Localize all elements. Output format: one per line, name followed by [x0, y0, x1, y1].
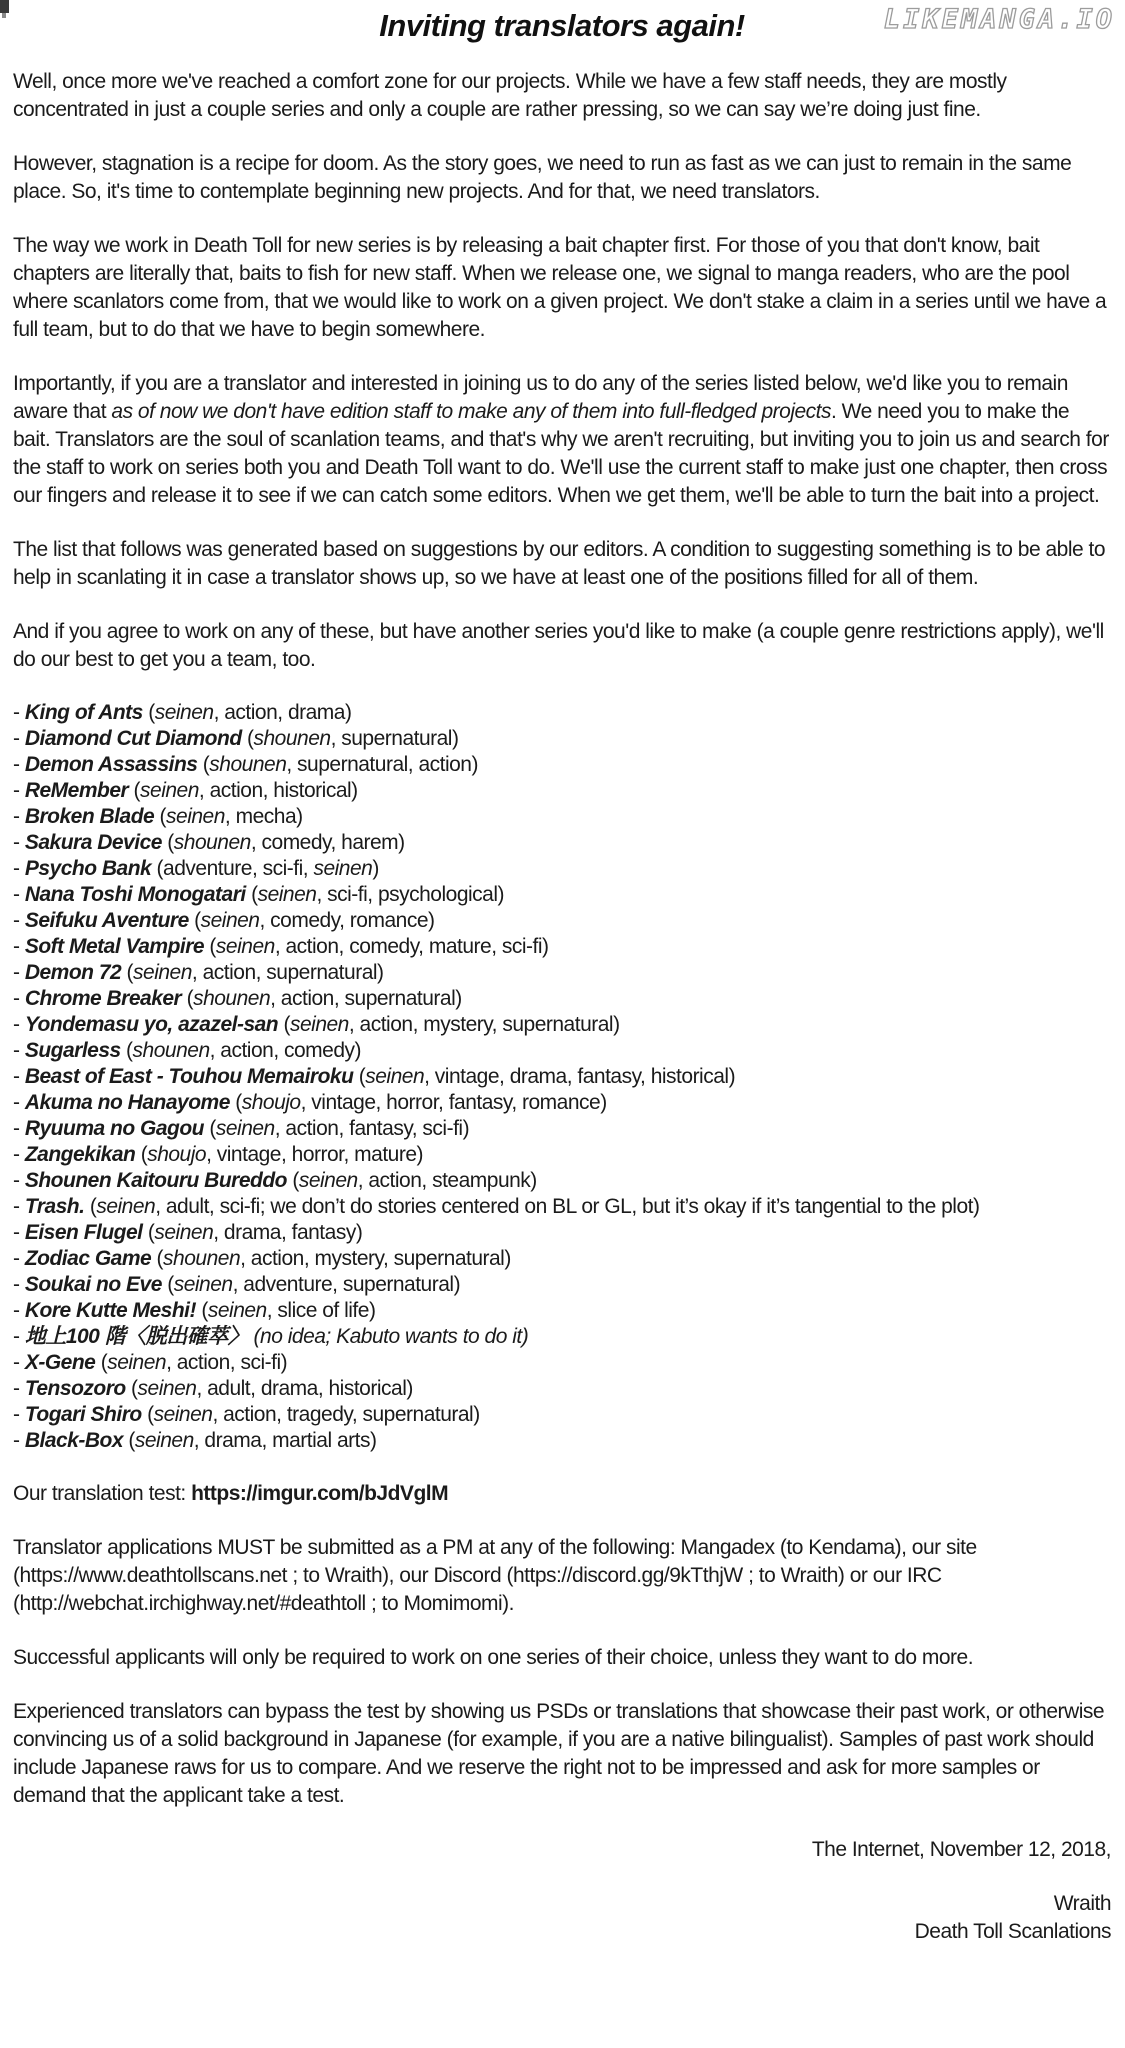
text-segment: , drama, martial arts) — [193, 1429, 377, 1452]
project-list-item — [13, 726, 1111, 752]
text-segment: - — [13, 779, 25, 802]
text-segment: The list that follows was generated based on suggestions by our editors. A condition to suggesting something is to be able to help in scanlating it in case a translator shows up, so we have at least one of the positions filled for all of them. — [13, 538, 1106, 589]
text-segment: seinen — [173, 1273, 233, 1296]
text-segment: However, stagnation is a recipe for doom. As the story goes, we need to run as fast as we can just to remain in the same place. So, it's time to contemplate beginning new projects. And for that, we need translators. — [13, 152, 1072, 203]
text-segment: - — [13, 909, 25, 932]
outro-paragraphs — [13, 1534, 1111, 1810]
project-list-item — [13, 960, 1111, 986]
project-item-text — [13, 1169, 537, 1192]
text-segment: Zodiac Game — [24, 1247, 152, 1270]
text-segment: The way we work in Death Toll for new series is by releasing a bait chapter first. For those of you that don't know, bait chapters are literally that, baits to fish for new staff. When we release one, we signal to manga readers, who are the pool where scanlators come from, that we would like to work on a given project. We don't stake a claim in a series until we have a full team, but to do that we have to begin somewhere. — [13, 234, 1107, 341]
text-segment: ( — [128, 779, 141, 802]
text-segment: Seifuku Aventure — [24, 909, 189, 932]
intro-paragraphs — [13, 68, 1111, 674]
project-list-item — [13, 882, 1111, 908]
text-segment: ( — [241, 727, 254, 750]
text-segment: ( — [142, 1221, 155, 1244]
text-segment: - — [13, 1169, 25, 1192]
text-segment: ( — [181, 987, 194, 1010]
project-item-text — [13, 753, 478, 776]
text-segment: Kore Kutte Meshi! — [24, 1299, 197, 1322]
text-segment: Demon Assassins — [24, 753, 198, 776]
paragraph-text — [13, 538, 1105, 589]
text-segment: shounen — [132, 1039, 210, 1062]
text-segment: - — [13, 1325, 25, 1348]
paragraph — [13, 370, 1111, 510]
text-segment: , adult, drama, historical) — [196, 1377, 413, 1400]
text-segment: Sakura Device — [24, 831, 162, 854]
text-segment: Chrome Breaker — [24, 987, 182, 1010]
text-segment: shounen — [193, 987, 271, 1010]
project-list-item — [13, 1298, 1111, 1324]
paragraph-text — [13, 1700, 1104, 1807]
project-item-text — [13, 883, 504, 906]
project-item-text — [13, 1091, 607, 1114]
text-segment: - — [13, 987, 25, 1010]
paragraph-text — [13, 1646, 973, 1669]
signoff-date: The Internet, November 12, 2018, — [811, 1838, 1111, 1861]
text-segment: seinen — [154, 701, 214, 724]
text-segment: Broken Blade — [24, 805, 155, 828]
text-segment: (no idea; Kabuto wants to do it) — [253, 1325, 529, 1348]
text-segment: Zangekikan — [24, 1143, 136, 1166]
translation-test-line — [13, 1480, 1111, 1508]
text-segment: - — [13, 1273, 25, 1296]
text-segment: Sugarless — [24, 1039, 121, 1062]
text-segment: ( — [123, 1429, 135, 1452]
text-segment: ( — [141, 1403, 154, 1426]
text-segment: , vintage, drama, fantasy, historical) — [424, 1065, 736, 1088]
text-segment: ReMember — [24, 779, 129, 802]
text-segment: shounen — [173, 831, 251, 854]
text-segment: shounen — [209, 753, 287, 776]
text-segment: , action, mystery, supernatural) — [240, 1247, 511, 1270]
text-segment: seinen — [134, 1429, 194, 1452]
site-watermark: LIKEMANGA.IO — [883, 4, 1115, 35]
text-segment: ( — [278, 1013, 290, 1036]
project-list-item — [13, 1376, 1111, 1402]
project-list-item — [13, 752, 1111, 778]
project-list-item — [13, 1116, 1111, 1142]
text-segment: seinen — [365, 1065, 425, 1088]
text-segment: - — [13, 805, 25, 828]
text-segment: , action, sci-fi) — [166, 1351, 288, 1374]
text-segment: , action, drama) — [213, 701, 352, 724]
project-list-item — [13, 1012, 1111, 1038]
text-segment: shounen — [163, 1247, 241, 1270]
project-item-text — [13, 1195, 979, 1218]
project-item-text — [13, 1325, 528, 1348]
project-list-item — [13, 1350, 1111, 1376]
project-item-text — [13, 1429, 376, 1452]
project-list-item — [13, 1064, 1111, 1090]
text-segment: Well, once more we've reached a comfort zone for our projects. While we have a few staff needs, they are mostly concentrated in just a couple series and only a couple are rather pressing, so we can say we’re doing just fine. — [13, 70, 1007, 121]
text-segment: - — [13, 1039, 25, 1062]
paragraph — [13, 618, 1111, 674]
text-segment: , drama, fantasy) — [213, 1221, 363, 1244]
text-segment: - — [13, 1013, 25, 1036]
text-segment: seinen — [313, 857, 373, 880]
text-segment: - — [13, 1091, 25, 1114]
text-segment: ( — [121, 961, 134, 984]
text-segment: Ryuuma no Gagou — [24, 1117, 205, 1140]
project-list-item — [13, 778, 1111, 804]
text-segment: Shounen Kaitouru Bureddo — [24, 1169, 287, 1192]
text-segment: , vintage, horror, fantasy, romance) — [300, 1091, 607, 1114]
text-segment: . We need you to make the bait. Translators are the soul of scanlation teams, and that's why we aren't recruiting, but inviting you to join us and search for the staff to work on series both you and Death Toll want to do. We'll use the current staff to make just one chapter, then cross our fingers and release it to see if we can catch some editors. When we get them, we'll be able to turn the bait into a project. — [13, 400, 1109, 507]
text-segment: - — [13, 1429, 25, 1452]
text-segment: seinen — [140, 779, 199, 802]
text-segment: Tensozoro — [24, 1377, 126, 1400]
project-list-item — [13, 1142, 1111, 1168]
text-segment: seinen — [137, 1377, 197, 1400]
text-segment: - — [13, 883, 25, 906]
scan-artifact — [0, 0, 9, 13]
text-segment: ( — [188, 909, 201, 932]
text-segment: Our translation test: — [13, 1482, 192, 1505]
text-segment: X-Gene — [24, 1351, 96, 1374]
text-segment: , slice of life) — [266, 1299, 376, 1322]
project-item-text — [13, 961, 384, 984]
text-segment: Successful applicants will only be required to work on one series of their choice, unless they want to do more. — [13, 1646, 974, 1669]
project-item-text — [13, 1065, 735, 1088]
text-segment: , sci-fi, psychological) — [316, 883, 505, 906]
project-list — [13, 700, 1111, 1454]
text-segment: ( — [84, 1195, 97, 1218]
text-segment: , adventure, supernatural) — [232, 1273, 461, 1296]
text-segment: seinen — [200, 909, 260, 932]
text-segment: , action, comedy) — [209, 1039, 362, 1062]
text-segment: Soukai no Eve — [24, 1273, 162, 1296]
text-segment: , action, fantasy, sci-fi) — [274, 1117, 470, 1140]
project-list-item — [13, 1246, 1111, 1272]
text-segment: - — [13, 1117, 25, 1140]
project-item-text — [13, 805, 303, 828]
project-list-item — [13, 1168, 1111, 1194]
text-segment: ( — [95, 1351, 108, 1374]
project-list-item — [13, 1324, 1111, 1350]
text-segment: Demon 72 — [24, 961, 122, 984]
project-item-text — [13, 1273, 460, 1296]
project-list-item — [13, 856, 1111, 882]
text-segment: , action, steampunk) — [357, 1169, 537, 1192]
text-segment: - — [13, 1221, 25, 1244]
text-segment: seinen — [153, 1403, 213, 1426]
project-list-item — [13, 986, 1111, 1012]
paragraph-text — [13, 70, 1007, 121]
text-segment: And if you agree to work on any of these, but have another series you'd like to make (a couple genre restrictions apply), we'll do our best to get you a team, too. — [13, 620, 1104, 671]
project-item-text — [13, 779, 358, 802]
project-list-item — [13, 830, 1111, 856]
paragraph-text — [13, 372, 1109, 507]
text-segment: ( — [151, 1247, 164, 1270]
text-segment: - — [13, 1247, 25, 1270]
paragraph — [13, 232, 1111, 344]
text-segment: - — [13, 727, 25, 750]
project-item-text — [13, 1221, 362, 1244]
text-segment: Akuma no Hanayome — [24, 1091, 230, 1114]
project-list-item — [13, 908, 1111, 934]
text-segment: ( — [204, 935, 216, 958]
text-segment: - — [13, 701, 25, 724]
project-item-text — [13, 1247, 511, 1270]
text-segment: seinen — [133, 961, 192, 984]
signoff-group: Death Toll Scanlations — [914, 1920, 1111, 1943]
text-segment: - — [13, 1299, 25, 1322]
paragraph-text — [13, 620, 1104, 671]
project-item-text — [13, 1377, 413, 1400]
paragraph-text — [13, 1536, 977, 1615]
paragraph — [13, 1644, 1111, 1672]
text-segment: , action, mystery, supernatural) — [348, 1013, 620, 1036]
text-segment: ( — [154, 805, 167, 828]
project-item-text — [13, 909, 435, 932]
project-item-text — [13, 701, 351, 724]
project-list-item — [13, 1194, 1111, 1220]
text-segment: Trash. — [24, 1195, 85, 1218]
text-segment: Translator applications MUST be submitted as a PM at any of the following: Mangadex (to Kendama), our site (https://www.deathtollscans.net ; to Wraith), our Discord (https://discord.gg/9kTthjW ; to Wraith) or our IRC (http://webchat.irchighway.net/#deathtoll ; to Momimomi). — [13, 1536, 977, 1615]
text-segment: ( — [286, 1169, 299, 1192]
text-segment: , comedy, romance) — [259, 909, 435, 932]
signoff-name: Wraith — [1053, 1892, 1111, 1915]
project-item-text — [13, 987, 462, 1010]
text-segment: seinen — [215, 935, 275, 958]
text-segment: , comedy, harem) — [250, 831, 405, 854]
paragraph — [13, 1534, 1111, 1618]
text-segment: ( — [120, 1039, 133, 1062]
project-item-text — [13, 1117, 469, 1140]
text-segment: , supernatural) — [330, 727, 459, 750]
text-segment: seinen — [215, 1117, 275, 1140]
project-list-item — [13, 1428, 1111, 1454]
text-segment: , action, tragedy, supernatural) — [212, 1403, 480, 1426]
text-segment: ) — [372, 857, 379, 880]
text-segment: , action, supernatural) — [191, 961, 384, 984]
text-segment: - — [13, 961, 25, 984]
project-item-text — [13, 1143, 423, 1166]
project-item-text — [13, 935, 549, 958]
project-item-text — [13, 1013, 620, 1036]
text-segment: - — [13, 1403, 25, 1426]
text-segment: - — [13, 753, 25, 776]
text-segment: - — [13, 1065, 25, 1088]
paragraph-text — [13, 152, 1071, 203]
text-segment: shounen — [253, 727, 331, 750]
text-segment: - — [13, 1377, 25, 1400]
text-segment: - — [13, 1195, 25, 1218]
paragraph — [13, 1698, 1111, 1810]
text-segment: shoujo — [147, 1143, 207, 1166]
text-segment: , supernatural, action) — [286, 753, 478, 776]
text-segment: - — [13, 857, 25, 880]
text-segment: shoujo — [241, 1091, 301, 1114]
project-list-item — [13, 1272, 1111, 1298]
text-segment: ( — [353, 1065, 366, 1088]
project-list-item — [13, 804, 1111, 830]
project-item-text — [13, 857, 379, 880]
text-segment: Importantly, if you are a translator and interested in joining us to do any of the series listed below, we'd like you to remain aware that — [13, 372, 1068, 423]
text-segment: seinen — [154, 1221, 214, 1244]
text-segment: Nana Toshi Monogatari — [24, 883, 246, 906]
text-segment: ( — [161, 831, 174, 854]
text-segment: Black-Box — [24, 1429, 124, 1452]
text-segment: Yondemasu yo, azazel-san — [24, 1013, 279, 1036]
paragraph — [13, 536, 1111, 592]
text-segment: , action, supernatural) — [270, 987, 462, 1010]
text-segment: , vintage, horror, mature) — [206, 1143, 424, 1166]
text-segment: seinen — [289, 1013, 349, 1036]
text-segment: , action, comedy, mature, sci-fi) — [274, 935, 549, 958]
text-segment: ( — [142, 701, 155, 724]
page-title: Inviting translators again! — [379, 8, 745, 43]
text-segment: , adult, sci-fi; we don’t do stories centered on BL or GL, but it’s okay if it’s tangential to the plot) — [155, 1195, 980, 1218]
project-item-text — [13, 1403, 480, 1426]
project-list-item — [13, 1402, 1111, 1428]
text-segment: Diamond Cut Diamond — [24, 727, 242, 750]
text-segment: as of now we don't have edition staff to make any of them into full-fledged projects — [111, 400, 832, 423]
text-segment: Beast of East - Touhou Memairoku — [24, 1065, 354, 1088]
project-list-item — [13, 700, 1111, 726]
project-item-text — [13, 1299, 375, 1322]
project-list-item — [13, 1220, 1111, 1246]
text-segment: ( — [125, 1377, 138, 1400]
text-segment: (adventure, sci-fi, — [151, 857, 314, 880]
text-segment: , action, historical) — [198, 779, 358, 802]
text-segment: ( — [197, 753, 210, 776]
text-segment: seinen — [96, 1195, 156, 1218]
text-segment: ( — [135, 1143, 148, 1166]
text-segment: seinen — [298, 1169, 358, 1192]
paragraph-text — [13, 234, 1106, 341]
text-segment: seinen — [107, 1351, 167, 1374]
text-segment: - — [13, 935, 25, 958]
text-segment: ( — [245, 883, 258, 906]
text-segment: - — [13, 1351, 25, 1374]
project-list-item — [13, 1038, 1111, 1064]
project-item-text — [13, 1039, 361, 1062]
project-item-text — [13, 727, 458, 750]
text-segment: Psycho Bank — [24, 857, 152, 880]
text-segment: - — [13, 831, 25, 854]
text-segment: ( — [229, 1091, 242, 1114]
text-segment: seinen — [166, 805, 225, 828]
text-segment: ( — [196, 1299, 208, 1322]
text-segment: , mecha) — [224, 805, 303, 828]
paragraph — [13, 150, 1111, 206]
text-segment: Togari Shiro — [24, 1403, 142, 1426]
text-segment: seinen — [207, 1299, 267, 1322]
text-segment: Soft Metal Vampire — [24, 935, 205, 958]
project-list-item — [13, 934, 1111, 960]
text-segment: King of Ants — [24, 701, 143, 724]
text-segment: ( — [161, 1273, 174, 1296]
text-segment: ( — [204, 1117, 216, 1140]
text-segment: seinen — [257, 883, 317, 906]
text-segment: Experienced translators can bypass the test by showing us PSDs or translations that showcase their past work, or otherwise convincing us of a solid background in Japanese (for example, if you are a native bilingualist). Samples of past work should include Japanese raws for us to compare. And we reserve the right not to be impressed and ask for more samples or demand that the applicant take a test. — [13, 1700, 1105, 1807]
text-segment: - — [13, 1143, 25, 1166]
text-segment: https://imgur.com/bJdVglM — [191, 1482, 449, 1505]
project-item-text — [13, 831, 405, 854]
text-segment: 地上100 階〈脱出確萃〉 — [24, 1325, 249, 1348]
signoff — [13, 1836, 1111, 1946]
paragraph — [13, 68, 1111, 124]
project-list-item — [13, 1090, 1111, 1116]
text-segment: Eisen Flugel — [24, 1221, 143, 1244]
project-item-text — [13, 1351, 287, 1374]
